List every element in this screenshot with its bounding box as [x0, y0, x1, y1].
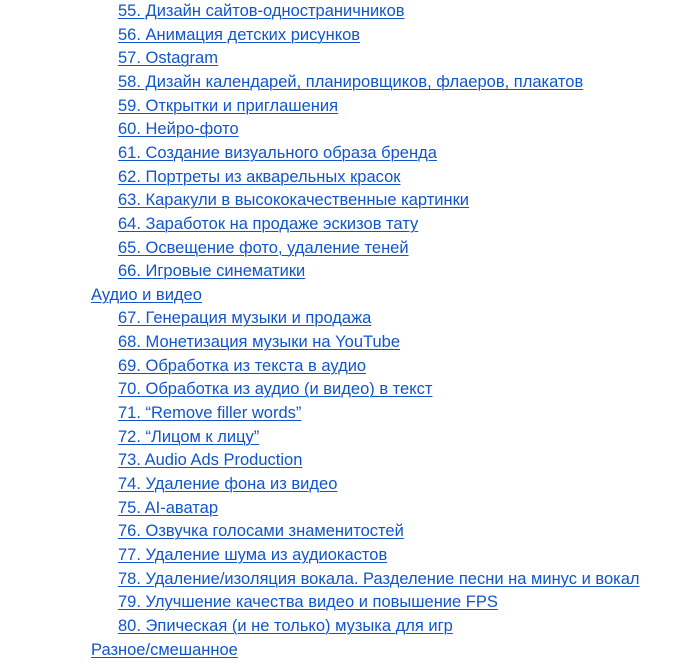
toc-item-link[interactable]: 57. Ostagram — [118, 49, 218, 68]
toc-item-link[interactable]: 76. Озвучка голосами знаменитостей — [118, 522, 404, 541]
toc-item-link[interactable]: 74. Удаление фона из видео — [118, 475, 338, 493]
toc-item-link[interactable]: 62. Портреты из акварельных красок — [118, 167, 401, 186]
toc-item-link[interactable]: 56. Анимация детских рисунков — [118, 25, 361, 44]
toc-item-link[interactable]: 63. Каракули в высококачественные картинки — [118, 191, 470, 210]
toc-item-link[interactable]: 71. “Remove filler words” — [118, 404, 302, 422]
toc-item-link[interactable]: 67. Генерация музыки и продажа — [118, 309, 372, 328]
toc-item-link[interactable]: 60. Нейро-фото — [118, 120, 239, 139]
toc-item-link[interactable]: 66. Игровые синематики — [118, 262, 306, 281]
toc-item-link[interactable]: 68. Монетизация музыки на YouTube — [118, 333, 401, 352]
toc-item-link[interactable]: 77. Удаление шума из аудиокастов — [118, 545, 388, 564]
toc-item-link[interactable]: 55. Дизайн сайтов-одностраничников — [118, 2, 405, 20]
toc-section-link[interactable]: Разное/смешанное — [91, 640, 238, 659]
toc-item-link[interactable]: 69. Обработка из текста в аудио — [118, 356, 367, 375]
toc-item-link[interactable]: 58. Дизайн календарей, планировщиков, флаеров, плакатов — [118, 72, 584, 91]
toc-item-link[interactable]: 80. Эпическая (и не только) музыка для игр — [118, 616, 453, 635]
toc-item-link[interactable]: 73. Audio Ads Production — [118, 451, 303, 470]
toc-item-link[interactable]: 61. Создание визуального образа бренда — [118, 143, 437, 162]
toc-item-link[interactable]: 70. Обработка из аудио (и видео) в текст — [118, 380, 433, 399]
toc-item-link[interactable]: 64. Заработок на продаже эскизов тату — [118, 214, 419, 233]
toc-item-link[interactable]: 59. Открытки и приглашения — [118, 96, 339, 115]
toc-item-link[interactable]: 79. Улучшение качества видео и повышение FPS — [118, 593, 498, 612]
toc-item-link[interactable]: 78. Удаление/изоляция вокала. Разделение песни на минус и вокал — [118, 569, 640, 588]
toc-item-link[interactable]: 65. Освещение фото, удаление теней — [118, 238, 409, 257]
toc-item-link[interactable]: 75. AI-аватар — [118, 498, 218, 517]
toc-section-link[interactable]: Аудио и видео — [91, 285, 202, 304]
toc-item-link[interactable]: 72. “Лицом к лицу” — [118, 427, 260, 446]
